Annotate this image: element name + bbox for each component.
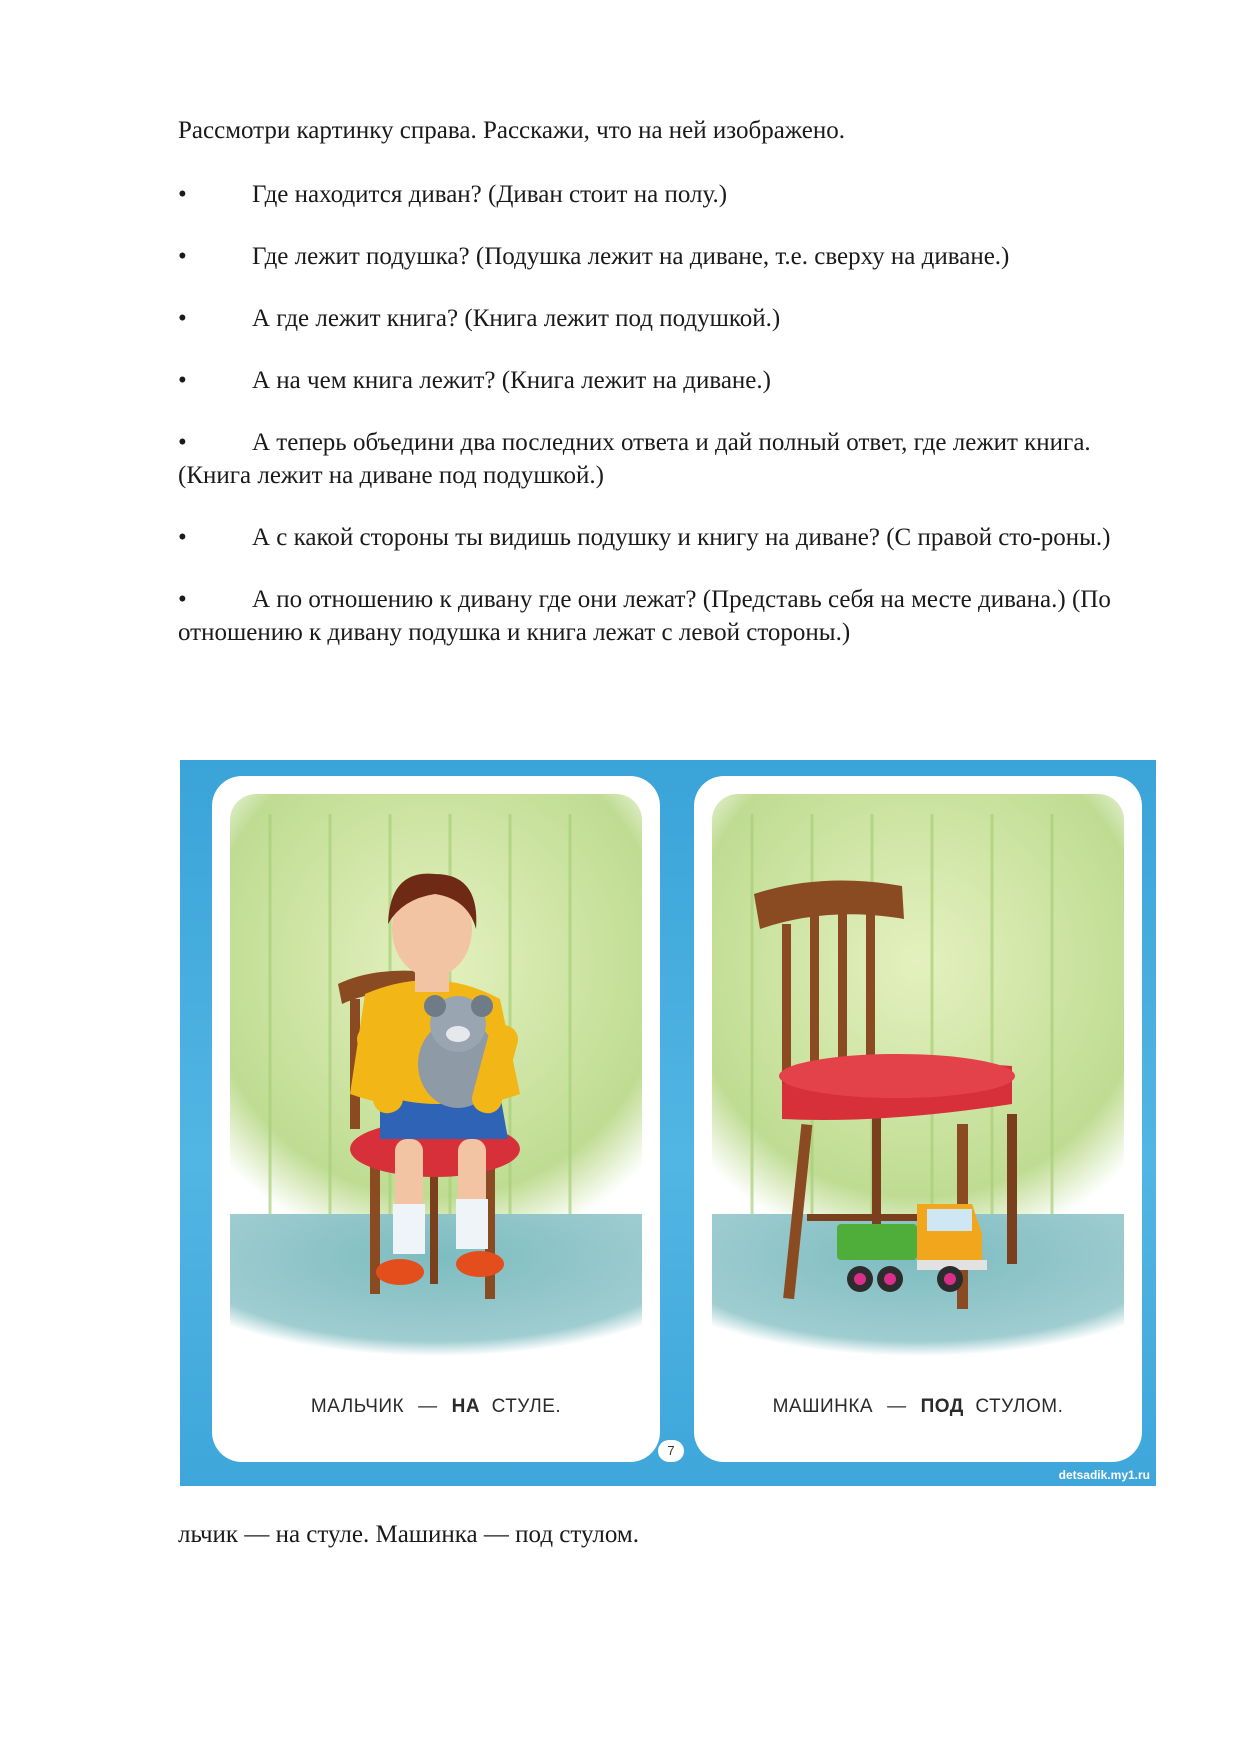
- bullet-marker: •: [178, 305, 187, 332]
- list-item: [178, 364, 1158, 397]
- caption-word-1: МАЛЬЧИК: [310, 1396, 405, 1417]
- bullet-marker: •: [178, 586, 187, 613]
- bullet-marker: •: [178, 429, 187, 456]
- question-text: А по отношению к дивану где они лежат? (Представь себя на месте дивана.) (По отношению к дивану подушка и книга лежат с левой стороны.): [178, 586, 1111, 646]
- list-item: [178, 426, 1158, 492]
- list-item: [178, 178, 1158, 211]
- caption-word-1: МАШИНКА: [772, 1396, 874, 1417]
- watermark: detsadik.my1.ru: [1058, 1468, 1150, 1482]
- question-text: А теперь объедини два последних ответа и дай полный ответ, где лежит книга. (Книга лежит на диване под подушкой.): [178, 429, 1091, 489]
- question-list: [178, 178, 1158, 678]
- question-text: Где находится диван? (Диван стоит на полу.): [252, 181, 728, 208]
- boy-on-chair-illustration: [230, 794, 642, 1356]
- illustration-figure: [180, 760, 1156, 1486]
- list-item: [178, 583, 1158, 649]
- caption-car-under-chair: [694, 1396, 1142, 1418]
- question-text: А на чем книга лежит? (Книга лежит на диване.): [252, 367, 771, 394]
- bullet-marker: •: [178, 181, 187, 208]
- caption-dash: —: [418, 1396, 438, 1417]
- caption-preposition: НА: [451, 1396, 481, 1417]
- bullet-marker: •: [178, 243, 187, 270]
- scene-car-under-chair: [712, 794, 1124, 1356]
- caption-word-2: СТУЛЕ.: [491, 1396, 562, 1417]
- card-car-under-chair: [694, 776, 1142, 1462]
- list-item: [178, 302, 1158, 335]
- bullet-marker: •: [178, 367, 187, 394]
- card-boy-on-chair: [212, 776, 660, 1462]
- footer-text: льчик — на стуле. Машинка — под стулом.: [178, 1521, 639, 1548]
- caption-boy-on-chair: [212, 1396, 660, 1418]
- list-item: [178, 240, 1158, 273]
- question-text: А с какой стороны ты видишь подушку и книгу на диване? (С правой сто-роны.): [252, 524, 1111, 551]
- caption-preposition: ПОД: [920, 1396, 964, 1417]
- car-under-chair-illustration: [712, 794, 1124, 1356]
- scene-boy-on-chair: [230, 794, 642, 1356]
- question-text: А где лежит книга? (Книга лежит под подушкой.): [252, 305, 781, 332]
- question-text: Где лежит подушка? (Подушка лежит на диване, т.е. сверху на диване.): [252, 243, 1010, 270]
- caption-dash: —: [887, 1396, 907, 1417]
- bullet-marker: •: [178, 524, 187, 551]
- intro-text: Рассмотри картинку справа. Расскажи, что на ней изображено.: [178, 117, 845, 144]
- caption-word-2: СТУЛОМ.: [975, 1396, 1064, 1417]
- list-item: [178, 521, 1158, 554]
- page-number: 7: [658, 1440, 684, 1462]
